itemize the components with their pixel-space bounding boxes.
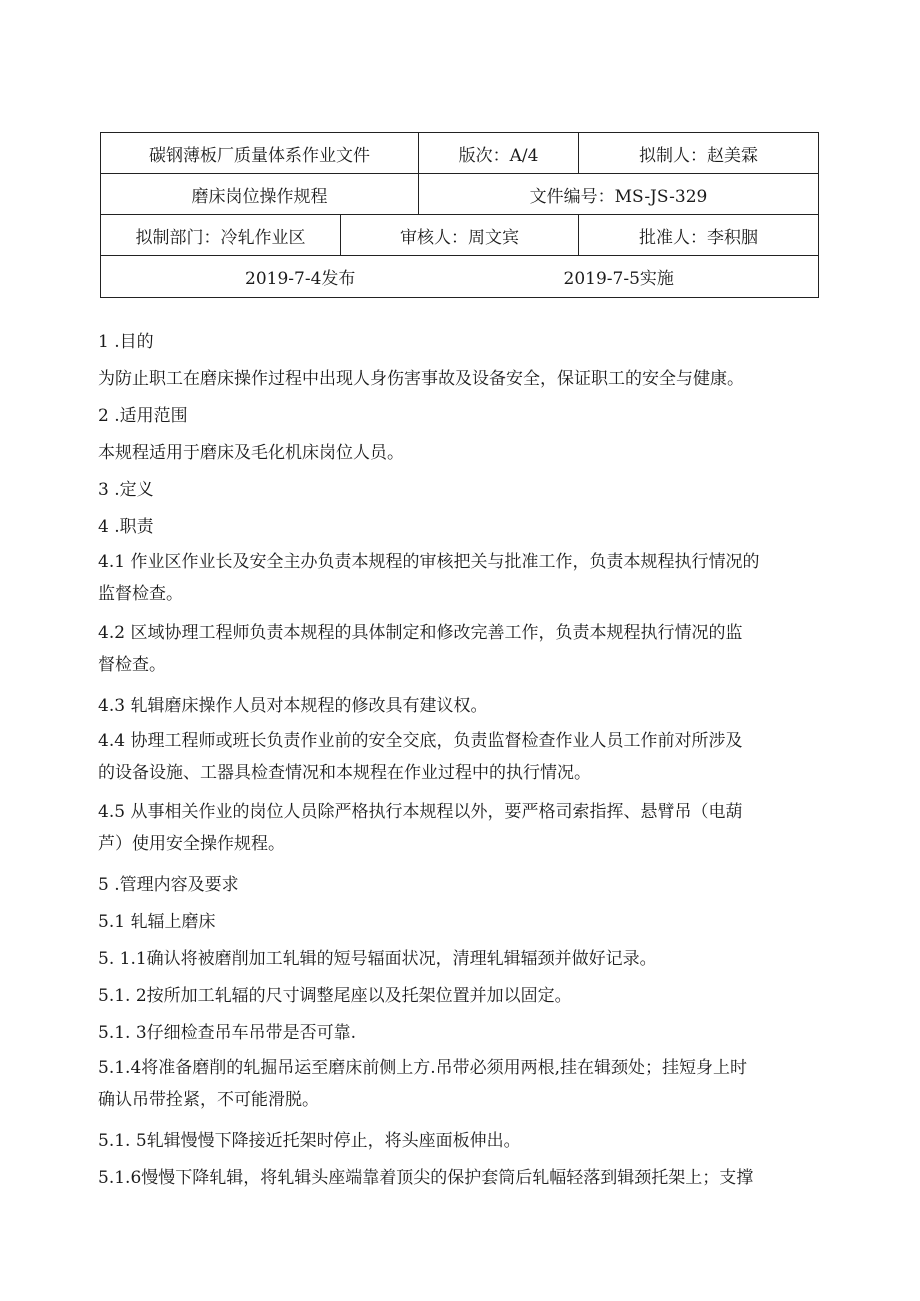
header-row-4 bbox=[101, 256, 819, 298]
drafting-department: 拟制部门：冷轧作业区 bbox=[101, 215, 341, 256]
header-row-1 bbox=[101, 133, 819, 174]
paragraph: 5. 1.1确认将被磨削加工轧辑的短号辐面状况，清理轧辑辐颈并做好记录。 bbox=[98, 949, 657, 969]
publish-date: 2019-7-4发布 bbox=[245, 269, 356, 289]
paragraph: 督检查。 bbox=[98, 655, 166, 675]
paragraph: 芦）使用安全操作规程。 bbox=[98, 834, 285, 854]
version: 版次：A/4 bbox=[419, 133, 579, 174]
paragraph: 4.4 协理工程师或班长负责作业前的安全交底，负责监督检查作业人员工作前对所涉及 bbox=[98, 731, 743, 751]
effective-date: 2019-7-5实施 bbox=[563, 269, 674, 289]
document-body bbox=[98, 324, 826, 1197]
section-heading: 3 .定义 bbox=[98, 480, 154, 500]
paragraph: 4.5 从事相关作业的岗位人员除严格执行本规程以外，要严格司索指挥、悬臂吊（电葫 bbox=[98, 802, 743, 822]
drafter: 拟制人：赵美霖 bbox=[579, 133, 819, 174]
paragraph: 4.1 作业区作业长及安全主办负责本规程的审核把关与批准工作，负责本规程执行情况的 bbox=[98, 552, 760, 572]
date-cell bbox=[101, 256, 819, 298]
section-heading: 2 .适用范围 bbox=[98, 406, 188, 426]
paragraph: 5.1. 5轧辑慢慢下降接近托架时停止，将头座面板伸出。 bbox=[98, 1131, 521, 1151]
subsection-heading: 5.1 轧辐上磨床 bbox=[98, 912, 216, 932]
paragraph: 的设备设施、工器具检查情况和本规程在作业过程中的执行情况。 bbox=[98, 763, 591, 783]
section-heading: 1 .目的 bbox=[98, 332, 154, 352]
approver: 批准人：李积胭 bbox=[579, 215, 819, 256]
paragraph: 确认吊带拴紧，不可能滑脱。 bbox=[98, 1090, 319, 1110]
doc-title: 磨床岗位操作规程 bbox=[101, 174, 419, 215]
document-header-table bbox=[100, 132, 819, 298]
section-heading: 5 .管理内容及要求 bbox=[98, 875, 239, 895]
paragraph: 监督检查。 bbox=[98, 584, 183, 604]
header-row-3 bbox=[101, 215, 819, 256]
paragraph: 4.3 轧辑磨床操作人员对本规程的修改具有建议权。 bbox=[98, 696, 488, 716]
section-heading: 4 .职责 bbox=[98, 517, 154, 537]
paragraph: 5.1.6慢慢下降轧辑，将轧辑头座端靠着顶尖的保护套筒后轧幅轻落到辑颈托架上；支撑 bbox=[98, 1168, 754, 1188]
paragraph: 本规程适用于磨床及毛化机床岗位人员。 bbox=[98, 443, 404, 463]
paragraph: 5.1. 3仔细检查吊车吊带是否可靠. bbox=[98, 1023, 357, 1043]
paragraph: 为防止职工在磨床操作过程中出现人身伤害事故及设备安全，保证职工的安全与健康。 bbox=[98, 369, 744, 389]
paragraph: 5.1.4将准备磨削的轧掘吊运至磨床前侧上方.吊带必须用两根,挂在辑颈处；挂短身上时 bbox=[98, 1058, 748, 1078]
paragraph: 4.2 区域协理工程师负责本规程的具体制定和修改完善工作，负责本规程执行情况的监 bbox=[98, 623, 743, 643]
paragraph: 5.1. 2按所加工轧辐的尺寸调整尾座以及托架位置并加以固定。 bbox=[98, 986, 572, 1006]
doc-number: 文件编号：MS-JS-329 bbox=[419, 174, 819, 215]
reviewer: 审核人：周文宾 bbox=[341, 215, 579, 256]
doc-type: 碳钢薄板厂质量体系作业文件 bbox=[101, 133, 419, 174]
header-row-2 bbox=[101, 174, 819, 215]
